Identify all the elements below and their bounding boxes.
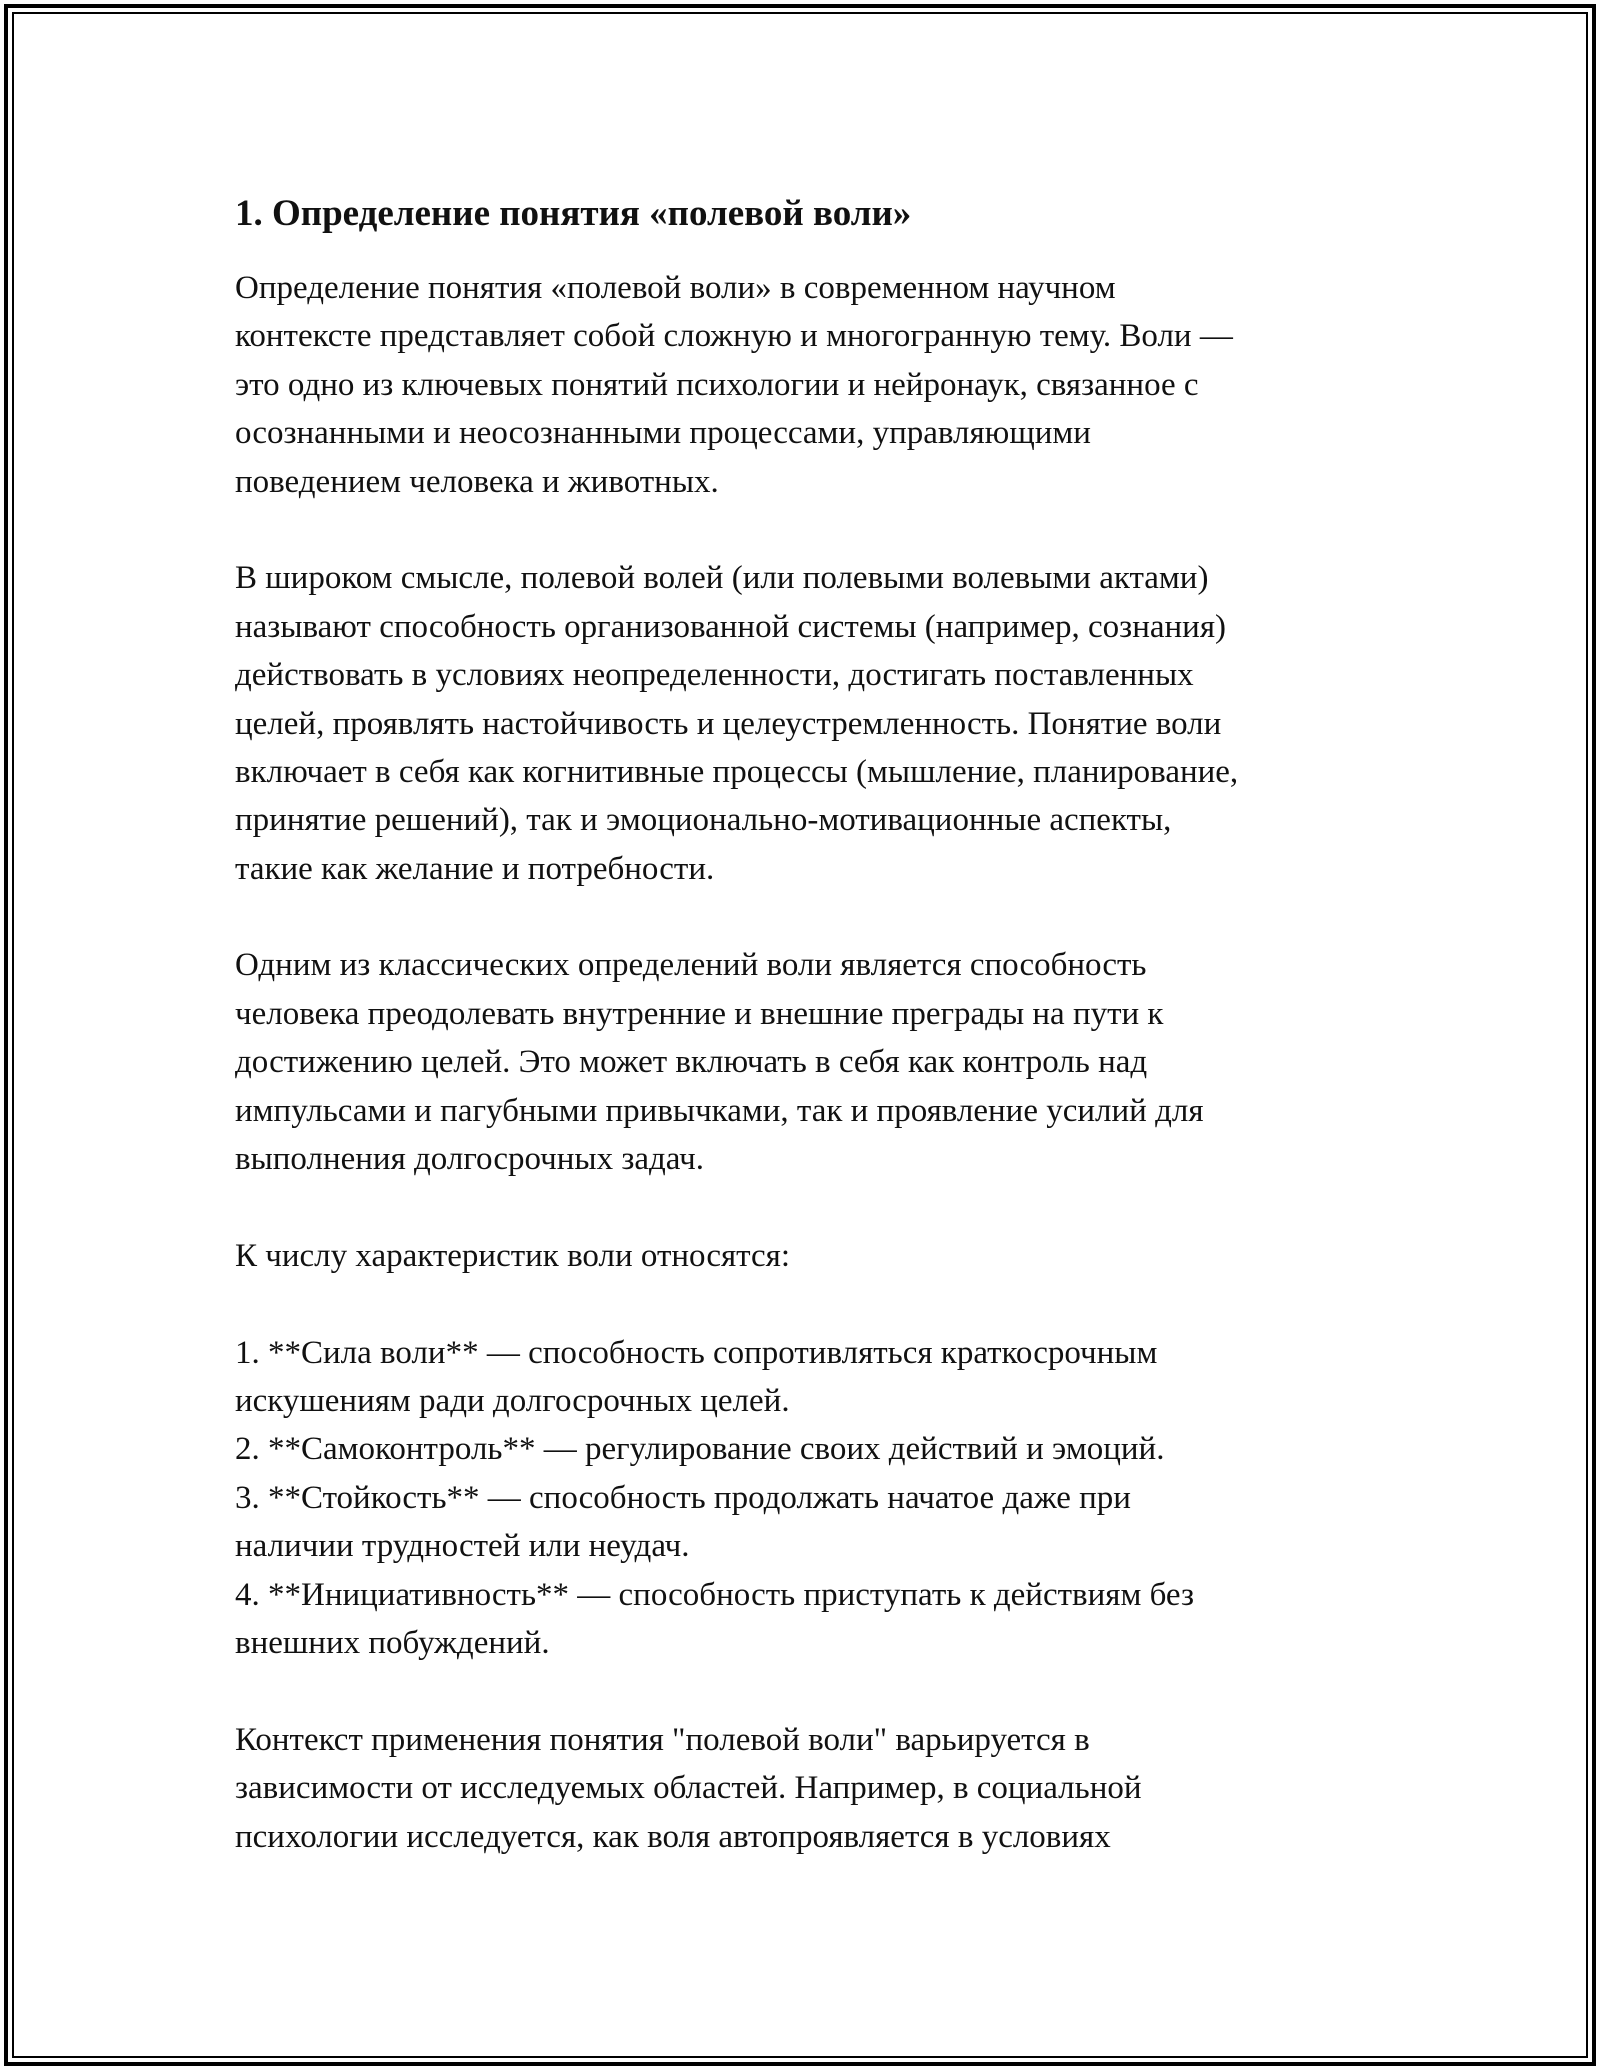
text-line: психологии исследуется, как воля автопроявляется в условиях — [235, 1818, 1111, 1855]
document-body — [235, 264, 1365, 1861]
text-line: такие как желание и потребности. — [235, 850, 715, 887]
text-line: действовать в условиях неопределенности, достигать поставленных — [235, 657, 1194, 694]
text-line: зависимости от исследуемых областей. Например, в социальной — [235, 1770, 1142, 1807]
text-line: 1. **Сила воли** — способность сопротивляться краткосрочным — [235, 1334, 1158, 1371]
text-line: включает в себя как когнитивные процессы (мышление, планирование, — [235, 753, 1239, 790]
paragraph-gap — [235, 506, 1365, 554]
text-line: искушениям ради долгосрочных целей. — [235, 1382, 790, 1419]
text-line: 4. **Инициативность** — способность приступать к действиям без — [235, 1576, 1195, 1613]
paragraph-gap — [235, 1183, 1365, 1231]
paragraph-gap — [235, 1280, 1365, 1328]
text-line: Контекст применения понятия "полевой воли" варьируется в — [235, 1721, 1090, 1758]
text-line: внешних побуждений. — [235, 1624, 550, 1661]
text-line: контексте представляет собой сложную и многогранную тему. Воли — — [235, 318, 1233, 355]
text-line: импульсами и пагубными привычками, так и проявление усилий для — [235, 1092, 1204, 1129]
text-line: человека преодолевать внутренние и внешние преграды на пути к — [235, 995, 1164, 1032]
paragraph-gap — [235, 893, 1365, 941]
text-line: К числу характеристик воли относятся: — [235, 1237, 790, 1274]
text-line: В широком смысле, полевой волей (или полевыми волевыми актами) — [235, 560, 1209, 597]
section-heading: 1. Определение понятия «полевой воли» — [235, 193, 912, 234]
text-line: целей, проявлять настойчивость и целеустремленность. Понятие воли — [235, 705, 1222, 742]
text-line: называют способность организованной системы (например, сознания) — [235, 608, 1226, 645]
text-line: 3. **Стойкость** — способность продолжать начатое даже при — [235, 1479, 1131, 1516]
text-line: выполнения долгосрочных задач. — [235, 1141, 704, 1178]
text-line: Определение понятия «полевой воли» в современном научном — [235, 270, 1116, 306]
paragraph-gap — [235, 1667, 1365, 1715]
text-line: Одним из классических определений воли является способность — [235, 947, 1147, 984]
text-line: 2. **Самоконтроль** — регулирование своих действий и эмоций. — [235, 1431, 1165, 1468]
document-page — [235, 188, 1365, 1861]
text-line: поведением человека и животных. — [235, 463, 719, 500]
text-line: это одно из ключевых понятий психологии и нейронаук, связанное с — [235, 366, 1199, 403]
text-line: наличии трудностей или неудач. — [235, 1528, 690, 1565]
text-line: достижению целей. Это может включать в себя как контроль над — [235, 1044, 1148, 1081]
text-line: осознанными и неосознанными процессами, управляющими — [235, 415, 1091, 452]
text-line: принятие решений), так и эмоционально-мотивационные аспекты, — [235, 802, 1172, 839]
